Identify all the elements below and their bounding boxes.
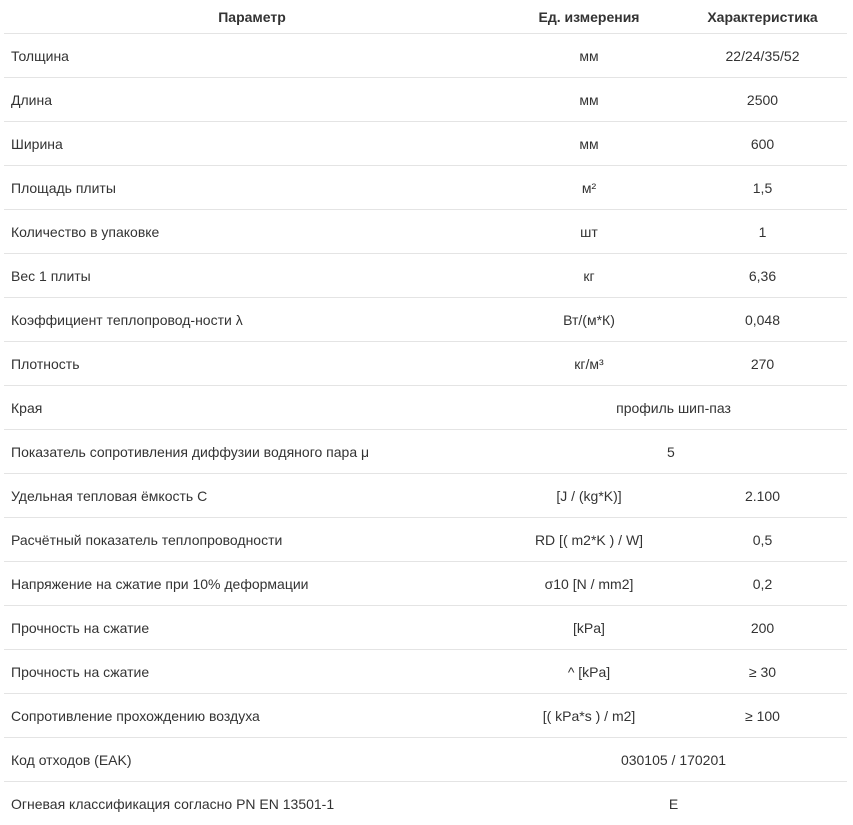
table-row <box>4 254 847 298</box>
unit-cell: кг <box>500 254 678 298</box>
param-cell: Прочность на сжатие <box>4 650 500 694</box>
table-row <box>4 562 847 606</box>
table-row <box>4 606 847 650</box>
table-row <box>4 78 847 122</box>
table-row <box>4 518 847 562</box>
param-cell: Толщина <box>4 34 500 78</box>
table-row <box>4 738 847 782</box>
table-row <box>4 298 847 342</box>
table-row <box>4 474 847 518</box>
merged-value-cell: E <box>500 782 847 825</box>
table-row <box>4 650 847 694</box>
param-cell: Длина <box>4 78 500 122</box>
unit-cell: мм <box>500 34 678 78</box>
value-cell: 2500 <box>678 78 847 122</box>
param-cell: Расчётный показатель теплопроводности <box>4 518 500 562</box>
table-row <box>4 694 847 738</box>
merged-value-cell: профиль шип-паз <box>500 386 847 430</box>
value-cell: 6,36 <box>678 254 847 298</box>
value-cell: 0,048 <box>678 298 847 342</box>
param-cell: Коэффициент теплопровод-ности λ <box>4 298 500 342</box>
merged-value-cell <box>678 430 847 474</box>
param-cell: Площадь плиты <box>4 166 500 210</box>
unit-cell: мм <box>500 122 678 166</box>
param-cell: Показатель сопротивления диффузии водяного пара μ <box>4 430 678 474</box>
value-cell: 0,5 <box>678 518 847 562</box>
value-cell: ≥ 30 <box>678 650 847 694</box>
table-row <box>4 210 847 254</box>
param-cell: Сопротивление прохождению воздуха <box>4 694 500 738</box>
merged-value-cell: 030105 / 170201 <box>500 738 847 782</box>
header-unit: Ед. измерения <box>500 0 678 34</box>
value-cell: 2.100 <box>678 474 847 518</box>
unit-cell: шт <box>500 210 678 254</box>
param-cell: Прочность на сжатие <box>4 606 500 650</box>
header-param: Параметр <box>4 0 500 34</box>
table-row <box>4 342 847 386</box>
unit-cell: [kPa] <box>500 606 678 650</box>
table-row <box>4 166 847 210</box>
unit-cell: [( kPa*s ) / m2] <box>500 694 678 738</box>
table-row <box>4 386 847 430</box>
param-cell: Ширина <box>4 122 500 166</box>
param-cell: Напряжение на сжатие при 10% деформации <box>4 562 500 606</box>
param-cell: Вес 1 плиты <box>4 254 500 298</box>
param-cell: Огневая классификация согласно PN EN 13501-1 <box>4 782 500 825</box>
param-cell: Плотность <box>4 342 500 386</box>
unit-cell: ^ [kPa] <box>500 650 678 694</box>
value-cell: 1 <box>678 210 847 254</box>
unit-cell: RD [( m2*K ) / W] <box>500 518 678 562</box>
table-row <box>4 782 847 825</box>
unit-cell: [J / (kg*K)] <box>500 474 678 518</box>
param-cell: Код отходов (EAK) <box>4 738 500 782</box>
value-cell: ≥ 100 <box>678 694 847 738</box>
value-cell: 1,5 <box>678 166 847 210</box>
value-cell: 0,2 <box>678 562 847 606</box>
value-cell: 200 <box>678 606 847 650</box>
merged-value-text: 5 <box>667 444 675 460</box>
param-cell: Края <box>4 386 500 430</box>
table-row <box>4 122 847 166</box>
header-row <box>4 0 847 34</box>
unit-cell: σ10 [N / mm2] <box>500 562 678 606</box>
value-cell: 22/24/35/52 <box>678 34 847 78</box>
table-row <box>4 34 847 78</box>
value-cell: 270 <box>678 342 847 386</box>
unit-cell: мм <box>500 78 678 122</box>
unit-cell: Вт/(м*К) <box>500 298 678 342</box>
value-cell: 600 <box>678 122 847 166</box>
specifications-table <box>4 0 847 825</box>
param-cell: Удельная тепловая ёмкость C <box>4 474 500 518</box>
header-value: Характеристика <box>678 0 847 34</box>
unit-cell: кг/м³ <box>500 342 678 386</box>
param-cell: Количество в упаковке <box>4 210 500 254</box>
unit-cell: м² <box>500 166 678 210</box>
table-row <box>4 430 847 474</box>
